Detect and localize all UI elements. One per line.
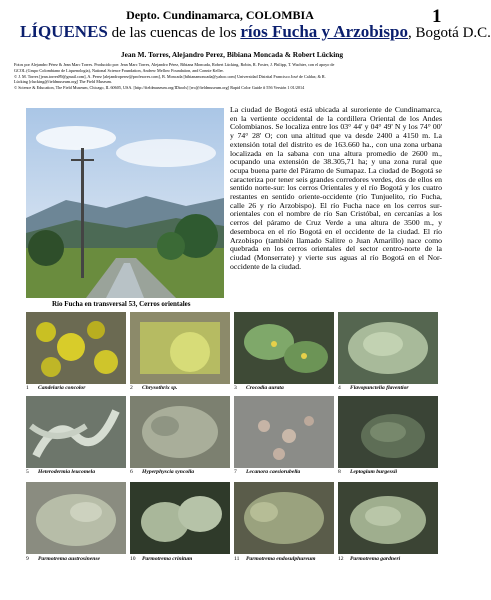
species-name: Lecanora caesiorubella — [246, 469, 301, 475]
authors: Jean M. Torres, Alejandro Perez, Bibiana Moncada & Robert Lücking — [120, 50, 344, 59]
lichen-photo — [338, 396, 438, 468]
lichen-photo — [130, 312, 230, 384]
credit-line: Lücking [rlucking@fieldmuseum.org] The Field Museum. — [14, 79, 112, 85]
credit-line: © Science & Education, The Field Museum, Chicago, IL 60605, USA. [http://fieldmuseum.org/IDtools] [rrc@fieldmuseum.org] Rapid Color Guide # 556 Versión 1 01/2014 — [14, 85, 305, 91]
species-number: 1 — [26, 385, 29, 391]
species-caption — [338, 556, 438, 562]
title-end: , Bogotá D.C. — [407, 25, 491, 41]
river-photo — [26, 108, 224, 298]
lichen-photo — [234, 482, 334, 554]
credit-line: GCOL (Grupo Colombiano de Liquenología), National Science Foundation, Andrew Mellow Foundation, and Connie Keller. — [14, 67, 224, 73]
species-caption — [26, 556, 126, 562]
species-number: 3 — [234, 385, 237, 391]
lichen-photo — [338, 482, 438, 554]
species-caption — [130, 385, 230, 391]
lichen-photo — [26, 312, 126, 384]
species-name: Parmotrema austrosinense — [38, 556, 101, 562]
species-number: 4 — [338, 385, 341, 391]
species-number: 9 — [26, 556, 29, 562]
species-caption — [130, 556, 230, 562]
species-name: Chrysothrix sp. — [142, 385, 178, 391]
species-name: Parmotrema endosulphureum — [246, 556, 316, 562]
species-number: 5 — [26, 469, 29, 475]
page-title — [20, 22, 491, 42]
species-name: Parmotrema crinitum — [142, 556, 193, 562]
species-number: 8 — [338, 469, 341, 475]
credit-line: © J. M. Torres [jean.torres89@gmail.com], A. Perez [alejandroperez@profesores.com], B. Moncada [bibianamoncada@yahoo.com] Universidad Distrital Francisco José de Caldas; & R. — [14, 73, 326, 79]
species-name: Leptogium burgessii — [350, 469, 398, 475]
lichen-photo — [234, 396, 334, 468]
species-caption — [338, 469, 438, 475]
lichen-photo — [338, 312, 438, 384]
species-caption — [234, 469, 334, 475]
species-caption — [234, 556, 334, 562]
species-caption — [234, 385, 334, 391]
species-number: 7 — [234, 469, 237, 475]
species-caption — [338, 385, 438, 391]
species-number: 6 — [130, 469, 133, 475]
species-name: Candelaria concolor — [38, 385, 86, 391]
page-number: 1 — [432, 6, 442, 27]
title-rivers: ríos Fucha y Arzobispo — [240, 22, 408, 41]
species-caption — [26, 385, 126, 391]
intro-paragraph: La ciudad de Bogotá está ubicada al suroriente de Cundinamarca, en la vertiente occidental de la cordillera Oriental de los Andes Colombianos. Se localiza entre los 03° 44' y 04° 49' N y los 74° 00' y 74° 28' O; con una altitud que va desde 2400 a 4150 m. La extensión total del distrito es de 163.660 ha., con una zona urbana localizada en la sabana con una altura promedio de 2600 m., ocupando una extensión de 38.305,71 ha; y una zona rural que ocupa buena parte del Páramo de Sumapaz. La ciudad de Bogotá se caracteriza por tener seis grandes corredores verdes, dos de ellos en sentido norte-sur: los cerros Orientales y el río Bogotá y los cuatro restantes en sentido oriente-occidente (río Tunjuelito, río Fucha, calle 26 y río Arzobispo). El río Fucha nace en los cerros sur-orientales con el nombre de río San Cristóbal, en cercanías a los cerros del páramo de Cruz Verde a una altura de 3500 m., y desemboca en el río Bogotá en el occidente de la ciudad. El río Arzobispo (también llamado Salitre o Juan Amarillo) nace como quebrada en los cerros orientales del sector centro-norte de la ciudad (Monserrate) y vierte sus aguas al río Bogotá en el Nor-occidente de la ciudad. — [230, 105, 442, 271]
river-landscape-image — [26, 108, 224, 298]
lichen-photo — [130, 482, 230, 554]
region-heading: Depto. Cundinamarca, COLOMBIA — [126, 8, 314, 22]
species-number: 11 — [234, 556, 240, 562]
species-number: 12 — [338, 556, 344, 562]
species-name: Heterodermia leucomela — [38, 469, 96, 475]
species-number: 10 — [130, 556, 136, 562]
title-lichens: LÍQUENES — [20, 22, 108, 41]
photo-caption: Río Fucha en transversal 53, Cerros orientales — [52, 300, 191, 308]
species-caption — [130, 469, 230, 475]
species-name: Hyperphyscia syncolla — [142, 469, 195, 475]
species-name: Crocodia aurata — [246, 385, 284, 391]
lichen-photo — [234, 312, 334, 384]
species-name: Flavopunctelia flaventior — [350, 385, 409, 391]
title-middle: de las cuencas de los — [107, 25, 241, 41]
lichen-photo — [26, 482, 126, 554]
species-caption — [26, 469, 126, 475]
species-number: 2 — [130, 385, 133, 391]
lichen-photo — [26, 396, 126, 468]
lichen-photo — [130, 396, 230, 468]
credit-line: Fotos por Alejandro Pérez & Jean Marc Torres. Producido por: Jean Marc Torres, Alejandro Pérez, Bibiana Moncada, Robert Lücking, Robin, R. Foster, J. Philipp, T. Wachter, con el apoyo de — [14, 62, 335, 67]
credits-block — [14, 62, 454, 91]
species-name: Parmotrema gardneri — [350, 556, 401, 562]
